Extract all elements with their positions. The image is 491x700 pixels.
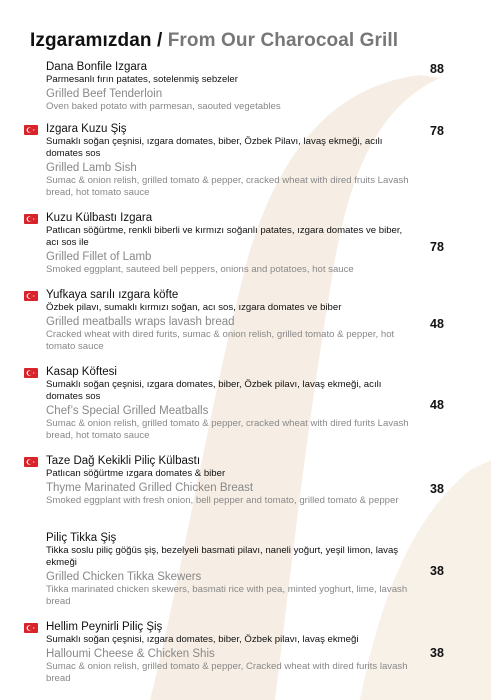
turkish-flag-icon	[24, 125, 38, 135]
title-english: From Our Charocoal Grill	[167, 30, 399, 51]
menu-item-text	[46, 288, 414, 353]
item-name-turkish: Kuzu Külbastı Izgara	[46, 212, 153, 224]
menu-item-text	[46, 454, 414, 507]
item-name-turkish: Taze Dağ Kekikli Piliç Külbastı	[46, 455, 201, 467]
item-name-english: Halloumi Cheese & Chicken Shis	[46, 648, 215, 660]
item-description-english: Smoked eggplant, sauteed bell peppers, onions and potatoes, hot sauce	[46, 264, 354, 275]
item-description-turkish: Tikka soslu piliç göğüs şiş, bezelyeli basmati pilavı, naneli yoğurt, yeşil limon, lavaş ekmeği	[46, 545, 399, 568]
item-description-english: Sumac & onion relish, grilled tomato & pepper, Cracked wheat with dired furits lavash bread	[46, 661, 408, 684]
item-price: 88	[430, 62, 444, 76]
item-price: 38	[430, 482, 444, 496]
item-price: 48	[430, 398, 444, 412]
turkish-flag-icon	[24, 457, 38, 467]
item-price: 38	[430, 646, 444, 660]
item-name-turkish: Dana Bonfile Izgara	[46, 61, 148, 73]
item-name-turkish: Izgara Kuzu Şiş	[46, 123, 127, 135]
item-price: 38	[430, 564, 444, 578]
item-description-english: Oven baked potato with parmesan, saouted vegetables	[46, 101, 281, 112]
item-description-english: Cracked wheat with dired furits, sumac & onion relish, grilled tomato & pepper, hot tomato sauce	[46, 329, 395, 352]
item-name-turkish: Yufkaya sarılı ızgara köfte	[46, 289, 179, 301]
item-name-turkish: Kasap Köftesi	[46, 366, 117, 378]
item-name-english: Chef’s Special Grilled Meatballs	[46, 405, 209, 417]
item-name-english: Grilled Beef Tenderloin	[46, 88, 163, 100]
title-separator: /	[151, 30, 168, 51]
item-name-english: Grilled Chicken Tikka Skewers	[46, 571, 202, 583]
menu-item-text	[46, 122, 414, 199]
item-description-turkish: Patlıcan söğürtme, renkli biberli ve kırmızı soğanlı patates, ızgara domates ve biber, acı sos ile	[46, 225, 403, 248]
item-name-english: Thyme Marinated Grilled Chicken Breast	[46, 482, 254, 494]
item-description-english: Tikka marinated chicken skewers, basmati rice with pea, minted yoghurt, lime, lavash bread	[46, 584, 408, 607]
item-description-english: Sumac & onion relish, grilled tomato & pepper, cracked wheat with dired fruits Lavash bread, hot tomato sauce	[46, 175, 409, 198]
item-price: 78	[430, 240, 444, 254]
item-name-turkish: Hellim Peynirli Piliç Şiş	[46, 621, 163, 633]
menu-item-text	[46, 365, 414, 442]
item-price: 48	[430, 317, 444, 331]
title-turkish: Izgaramızdan	[30, 30, 152, 51]
item-price: 78	[430, 124, 444, 138]
menu-item-text	[46, 620, 414, 685]
item-description-english: Smoked eggplant with fresh onion, bell pepper and tomato, grilled tomato & pepper	[46, 495, 399, 506]
item-name-english: Grilled Fillet of Lamb	[46, 251, 152, 263]
turkish-flag-icon	[24, 368, 38, 378]
item-description-english: Sumac & onion relish, grilled tomato & pepper, cracked wheat with dired furits Lavash bread, hot tomato sauce	[46, 418, 409, 441]
page-title	[30, 30, 398, 52]
menu-item-text	[46, 211, 414, 276]
item-description-turkish: Özbek pilavı, sumaklı kırmızı soğan, acı sos, ızgara domates ve biber	[46, 302, 342, 313]
menu-item-text	[46, 60, 414, 113]
item-name-turkish: Piliç Tikka Şiş	[46, 532, 117, 544]
item-description-turkish: Sumaklı soğan çeşnisi, ızgara domates, biber, Özbek pilavı, lavaş ekmeği, acılı domates sos	[46, 379, 382, 402]
turkish-flag-icon	[24, 291, 38, 301]
item-name-english: Grilled Lamb Sish	[46, 162, 137, 174]
item-description-turkish: Sumaklı soğan çeşnisi, ızgara domates, biber, Özbek Pilavı, lavaş ekmeği, acılı domates sos	[46, 136, 383, 159]
turkish-flag-icon	[24, 214, 38, 224]
item-name-english: Grilled meatballs wraps lavash bread	[46, 316, 235, 328]
item-description-turkish: Parmesanlı fırın patates, sotelenmiş sebzeler	[46, 74, 238, 85]
turkish-flag-icon	[24, 623, 38, 633]
item-description-turkish: Patlıcan söğürtme ızgara domates & biber	[46, 468, 226, 479]
menu-item-text	[46, 531, 414, 608]
item-description-turkish: Sumaklı soğan çeşnisi, ızgara domates, biber, Özbek pilavı, lavaş ekmeği	[46, 634, 359, 645]
